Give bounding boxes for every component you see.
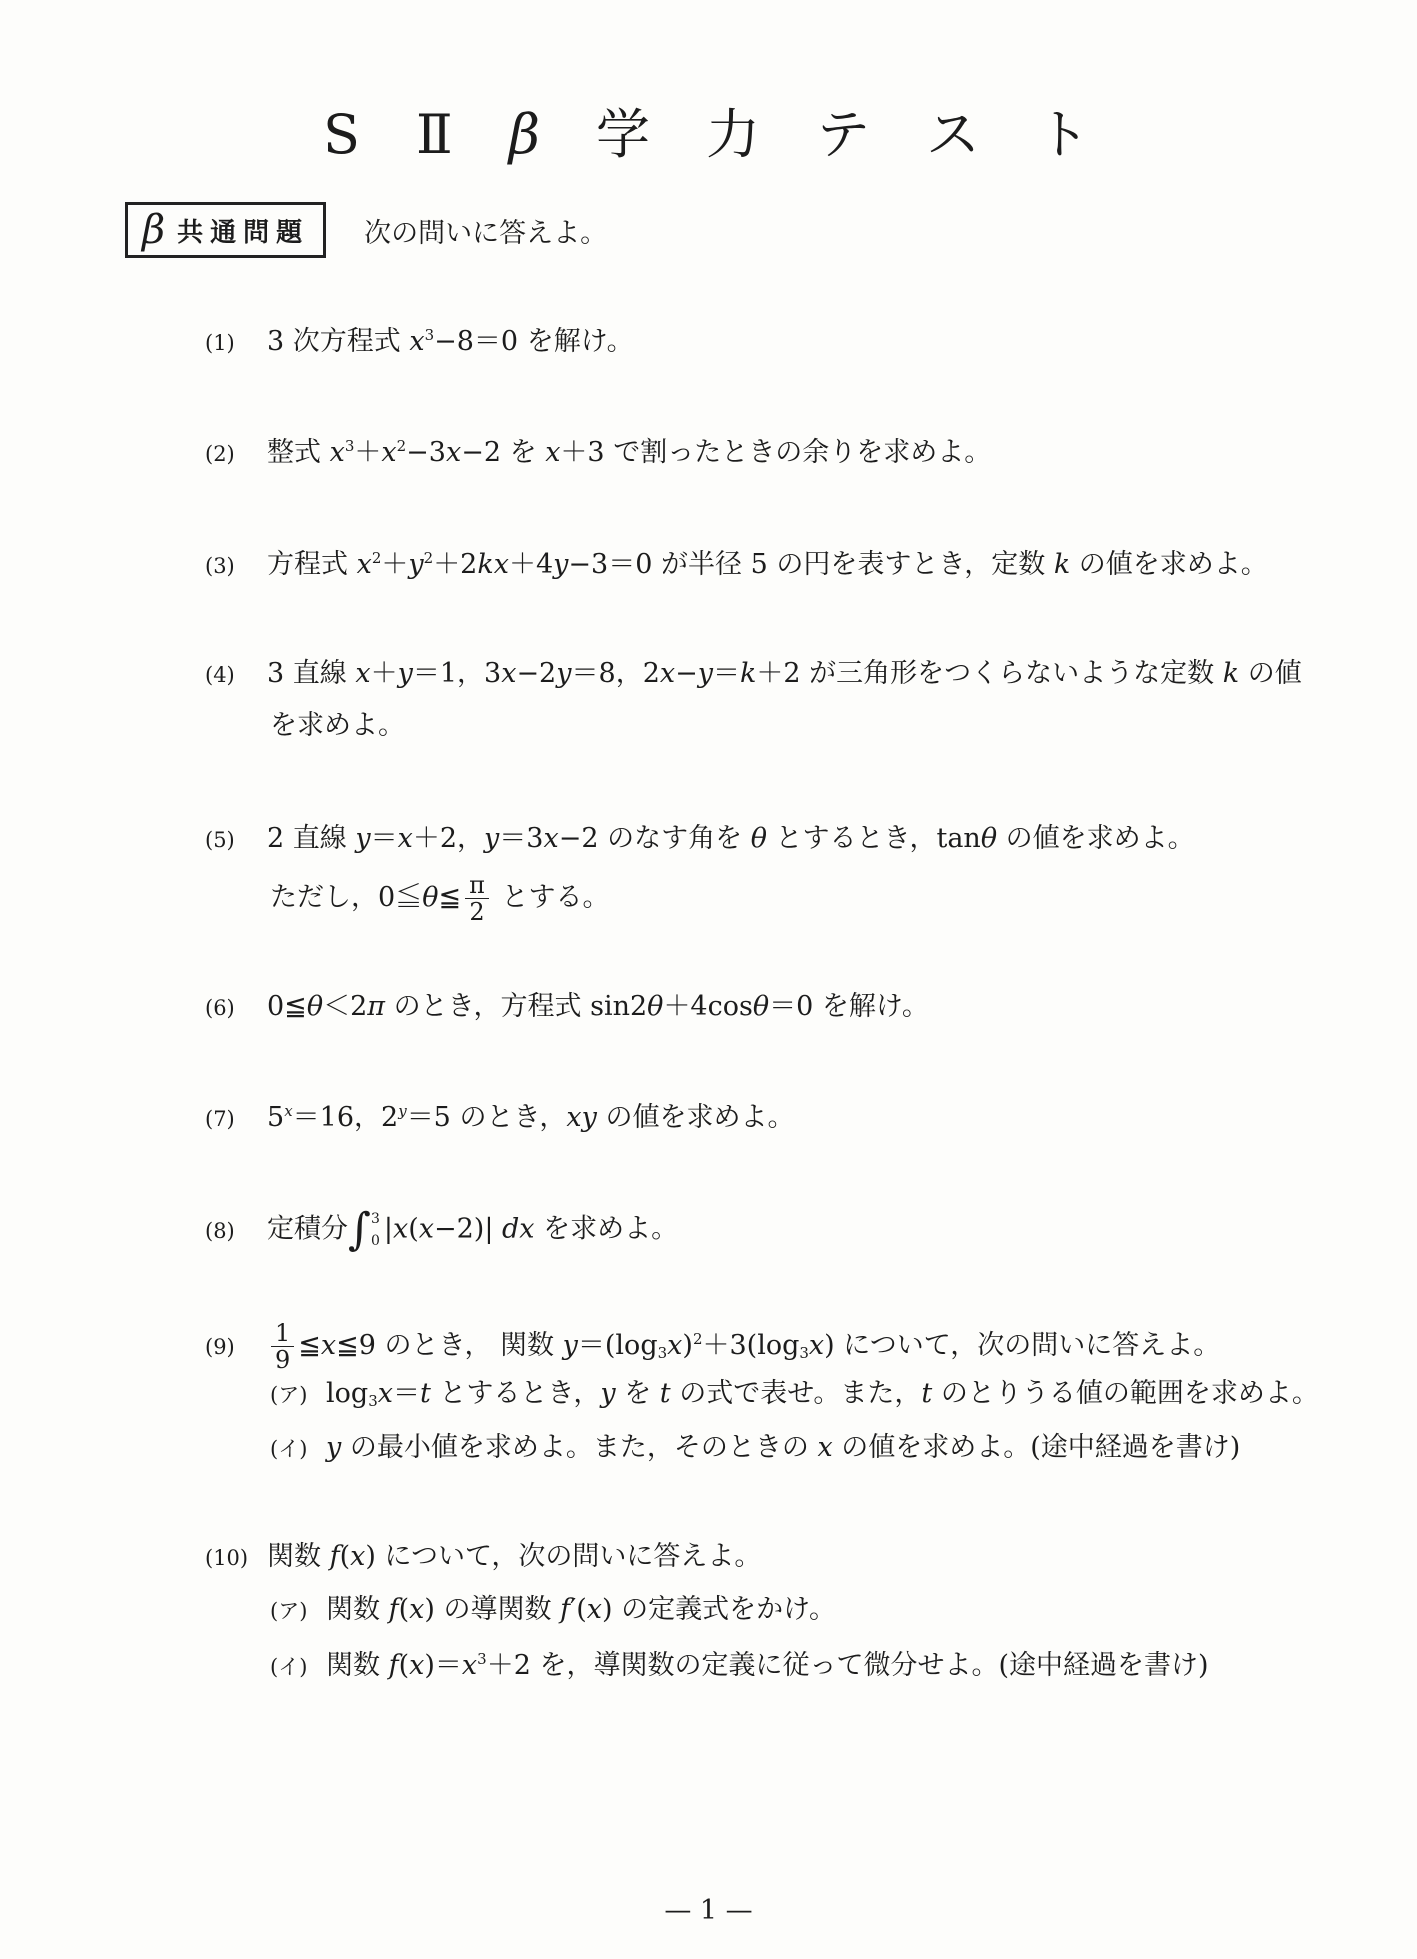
question-text: が三角形をつくらないような定数 [800,658,1223,689]
upper-limit: 3 [370,1211,380,1227]
title-char: 学 [595,103,654,166]
equation: $x^2+y^2+2kx+4y-3=0$ [356,549,653,580]
question-text: ただし， [270,882,378,913]
section-label-box [125,202,326,258]
sub-question-number: (ア) [270,1383,308,1407]
lines: x＋y＝1，3x−2y＝8，2x−y＝k＋2 [355,658,801,689]
integral-limits [371,1208,380,1252]
question-text: 0≦ [267,991,307,1022]
question-text: 3 次方程式 [267,326,410,357]
question-text: のとき， 関数 [375,1330,563,1361]
question-text: の値を求めよ。 [997,823,1195,854]
question-text: ≦ [298,1330,321,1361]
question-text: の値を求めよ。(途中経過を書け) [832,1432,1241,1463]
section-beta: β [142,207,166,253]
question-number: (4) [205,663,235,687]
question-text: 関数 [326,1650,389,1681]
question-text: を，導関数の定義に従って微分せよ。(途中経過を書け) [530,1650,1209,1681]
equation: $x^3-8=0$ [409,326,519,357]
question-6: (6) 0≦θ＜2π のとき，方程式 sin2θ＋4cosθ＝0 を解け。 [205,987,929,1028]
fraction-denominator: 2 [469,898,485,926]
divisor: x＋3 [545,437,605,468]
polynomial: $x^3+x^2-3x-2$ [329,437,502,468]
question-1 [205,322,634,363]
question-text: 定積分 [267,1213,348,1245]
title-char: テ [815,103,874,166]
question-number: (1) [205,331,235,355]
question-4-continued: を求めよ。 [270,710,405,741]
fraction [465,872,489,925]
question-9: (9) $\frac{1}{9}$ ≦x≦9 のとき， 関数 $y=(\log_3x)^2+3(\log_3x)$ について，次の問いに答えよ。 [205,1319,1221,1374]
question-text: の定義式をかけ。 [612,1594,837,1625]
question-7: (7) $5^x=16$，$2^y=5$ のとき，xy の値を求めよ。 [205,1098,794,1139]
question-number: (6) [205,996,235,1020]
title-char: 力 [705,103,764,166]
equation: $\log_3x=t$ [326,1378,431,1410]
title-char: ト [1035,103,1094,166]
question-text: について，次の問いに答えよ。 [834,1330,1221,1361]
question-text: 方程式 [267,549,357,580]
page-number: — 1 — [664,1895,753,1926]
sub-question-number: (ア) [270,1599,308,1623]
question-text: とする。 [492,882,610,913]
section-label: 共通問題 [177,217,310,248]
integrand: |x(x−2)| dx [383,1213,535,1245]
question-9b: (イ) y の最小値を求めよ。また，そのときの x の値を求めよ。(途中経過を書け) [270,1428,1240,1469]
title-char: ス [925,103,984,166]
question-2 [205,433,991,474]
lower-limit: 0 [370,1233,380,1249]
question-text: 2 直線 [267,823,356,854]
fraction [271,1320,294,1373]
tan-theta: tanθ [936,823,998,854]
question-number: (5) [205,828,235,852]
title-char: β [508,103,544,166]
fraction-numerator: π [465,872,489,899]
equation: sin2θ＋4cosθ＝0 [590,991,814,1022]
page-title [0,92,1417,169]
function: $y=(\log_3x)^2+3(\log_3x)$ [562,1330,835,1362]
question-4: (4) 3 直線 x＋y＝1，3x−2y＝8，2x−y＝k＋2 が三角形をつくらないような定数 k の値 [205,654,1302,695]
question-number: (8) [205,1218,235,1243]
question-number: (3) [205,554,235,578]
question-text: を解け。 [518,326,634,357]
question-text: の式で表せ。また， [670,1378,922,1409]
title-char: Ⅱ [416,103,457,166]
question-text: とするとき， [766,823,937,854]
fraction-denominator: 9 [275,1346,291,1374]
question-text: 3 直線 [267,658,356,689]
question-text: の導関数 [434,1594,561,1625]
question-text: が半径 5 の円を表すとき，定数 [652,549,1054,580]
question-text: のなす角を [598,823,751,854]
title-char: S [323,103,365,166]
question-text: を解け。 [813,991,929,1022]
question-5-continued: ただし，0≦θ≦ $\frac{\pi}{2}$ とする。 [270,871,610,926]
question-text: 整式 [267,437,330,468]
question-number: (10) [205,1546,249,1570]
question-text: を求めよ。 [534,1213,679,1245]
question-text: の値を求めよ。 [1070,549,1268,580]
question-number: (9) [205,1335,235,1359]
question-10a: (ア) 関数 f(x) の導関数 f′(x) の定義式をかけ。 [270,1590,836,1631]
equation: $5^x=16$，$2^y=5$ [267,1102,451,1133]
question-text: を [501,437,546,468]
question-10 [205,1537,761,1578]
lines: y＝x＋2，y＝3x−2 [355,823,599,854]
integral-sign: ∫ [348,1204,371,1255]
question-number: (7) [205,1107,235,1131]
question-5: (5) 2 直線 y＝x＋2，y＝3x−2 のなす角を θ とするとき，tanθ の値を求めよ。 [205,819,1195,860]
question-text: の値を求めよ。 [596,1102,795,1133]
question-number: (2) [205,442,235,466]
fraction-numerator: 1 [271,1320,294,1347]
question-text: を [615,1378,660,1409]
function: f(x) [329,1541,376,1572]
question-9a: (ア) $\log_3x=t$ とするとき，y を t の式で表せ。また，t のとりうる値の範囲を求めよ。 [270,1374,1319,1415]
question-text: のとき，方程式 [385,991,591,1022]
section-header [125,202,607,258]
question-text: のとりうる値の範囲を求めよ。 [932,1378,1319,1409]
question-text: の値 [1239,658,1302,689]
question-text: で割ったときの余りを求めよ。 [604,437,992,468]
question-text: について，次の問いに答えよ。 [375,1541,762,1572]
question-10b [270,1646,1209,1687]
question-8 [205,1204,679,1255]
question-text: とするとき， [430,1378,601,1409]
sub-question-number: (イ) [270,1655,308,1679]
question-text: 関数 [267,1541,330,1572]
equation: $f(x)=x^3+2$ [388,1650,531,1681]
section-instruction: 次の問いに答えよ。 [364,217,608,249]
sub-question-number: (イ) [270,1437,308,1461]
question-text: 関数 [326,1594,389,1625]
question-text: の最小値を求めよ。また，そのときの [341,1432,818,1463]
question-text: のとき， [450,1102,567,1133]
question-3: (3) 方程式 $x^2+y^2+2kx+4y-3=0$ が半径 5 の円を表すとき，定数 k の値を求めよ。 [205,545,1268,586]
question-text: ＜2 [323,991,368,1022]
